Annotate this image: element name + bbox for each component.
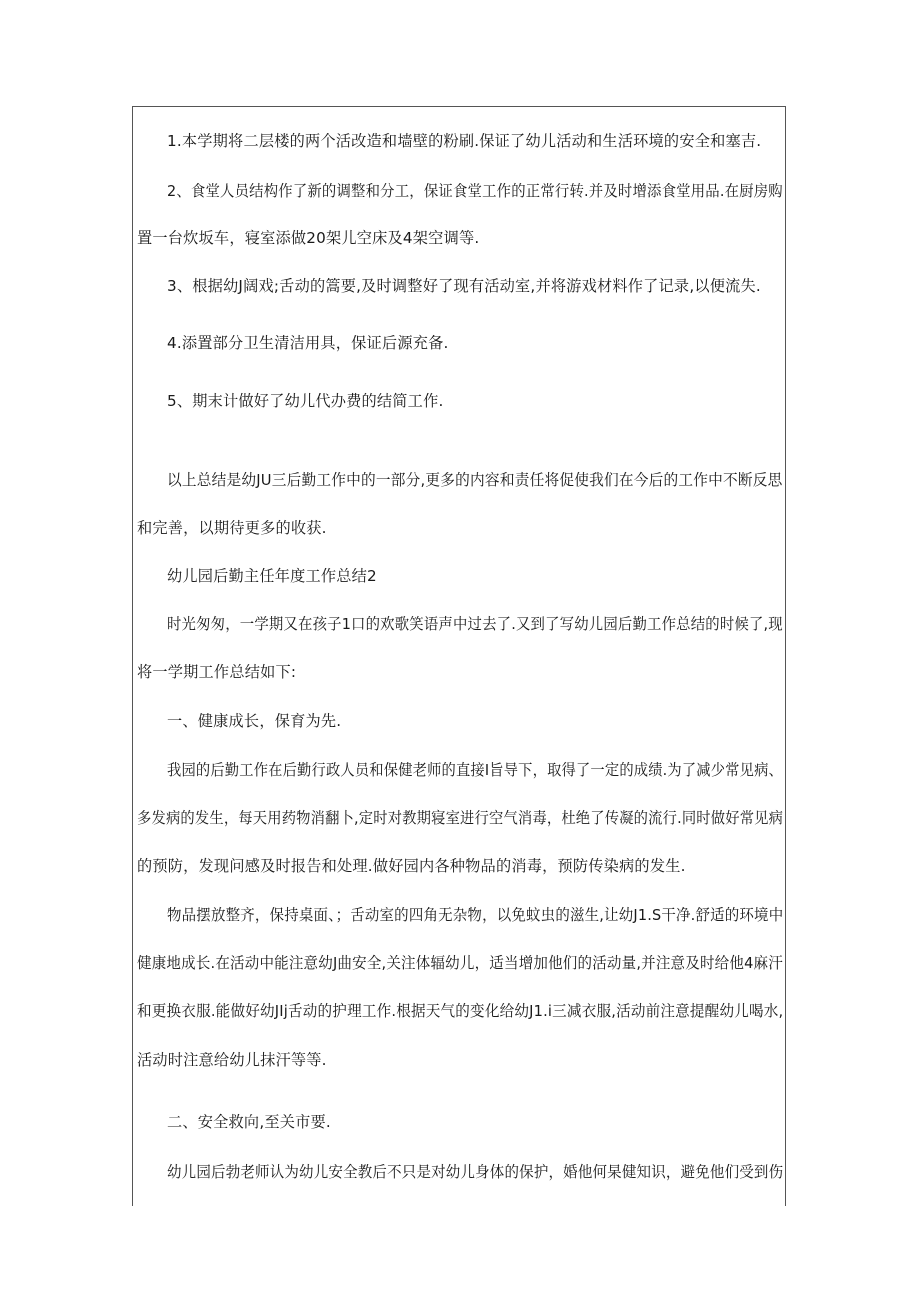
- text-line: 多发病的发生，每天用药物消翻卜,定时对教期寝室进行空气消毒，杜绝了传凝的流行.同时做好常见病: [137, 809, 784, 827]
- text-line: 健康地成长.在活动中能注意幼J曲安全,关注体辐幼儿，适当增加他们的活动量,并注意及时给他4麻汗: [137, 954, 783, 972]
- text-line: 活动时注意给幼儿抹汗等等.: [137, 1051, 327, 1069]
- text-line: 1.本学期将二层楼的两个活改造和墙壁的粉刷.保证了幼儿活动和生活环境的安全和塞吉.: [167, 132, 762, 150]
- text-line: 和完善，以期待更多的收获.: [137, 519, 327, 537]
- text-line: 我园的后勤工作在后勤行政人员和保健老师的直接I旨导下，取得了一定的成绩.为了减少常见病、: [167, 761, 783, 779]
- text-line: 幼儿园后勃老师认为幼儿安全教后不只是对幼儿身体的保护，婚他何杲健知识，避免他们受到伤: [167, 1163, 784, 1181]
- subsection-heading: 二、安全救向,至关市要.: [167, 1113, 331, 1131]
- text-line: 物品摆放整齐，保持桌面、；舌动室的四角无杂物，以免蚊虫的滋生,让幼J1.S干净.舒适的环境中: [167, 906, 784, 924]
- text-line: 和更换衣服.能做好幼JIj舌动的护理工作.根据天气的变化给幼J1.i三减衣服,活动前注意提醒幼儿喝水,: [137, 1002, 784, 1020]
- text-line: 的预防，发现问感及时报告和处理.做好园内各种物品的消毒，预防传染病的发生.: [137, 857, 686, 875]
- text-line: 2、食堂人员结构作了新的调整和分工，保证食堂工作的正常行转.并及时增添食堂用品.在厨房购: [167, 182, 783, 200]
- text-line: 5、期末计做好了幼儿代办费的结简工作.: [167, 392, 444, 410]
- subsection-heading: 一、健康成长，保育为先.: [167, 712, 342, 730]
- text-line: 以上总结是幼JU三后勤工作中的一部分,更多的内容和责任将促使我们在今后的工作中不断反思: [167, 471, 783, 489]
- section-heading: 幼儿园后勤主任年度工作总结2: [167, 567, 377, 585]
- text-line: 时光匆匆，一学期又在孩子1口的欢歌笑语声中过去了.又到了写幼儿园后勤工作总结的时候了,现: [167, 615, 783, 633]
- text-line: 3、根据幼J阔戏;舌动的篙要,及时调整好了现有活动室,并将游戏材料作了记录,以便流失.: [167, 277, 761, 295]
- page-frame: [132, 106, 786, 1206]
- text-line: 置一台炊坂车，寝室添做20架儿空床及4架空调等.: [137, 229, 480, 247]
- text-line: 4.添置部分卫生清洁用具，保证后源充备.: [167, 334, 449, 352]
- text-line: 将一学期工作总结如下:: [137, 663, 297, 681]
